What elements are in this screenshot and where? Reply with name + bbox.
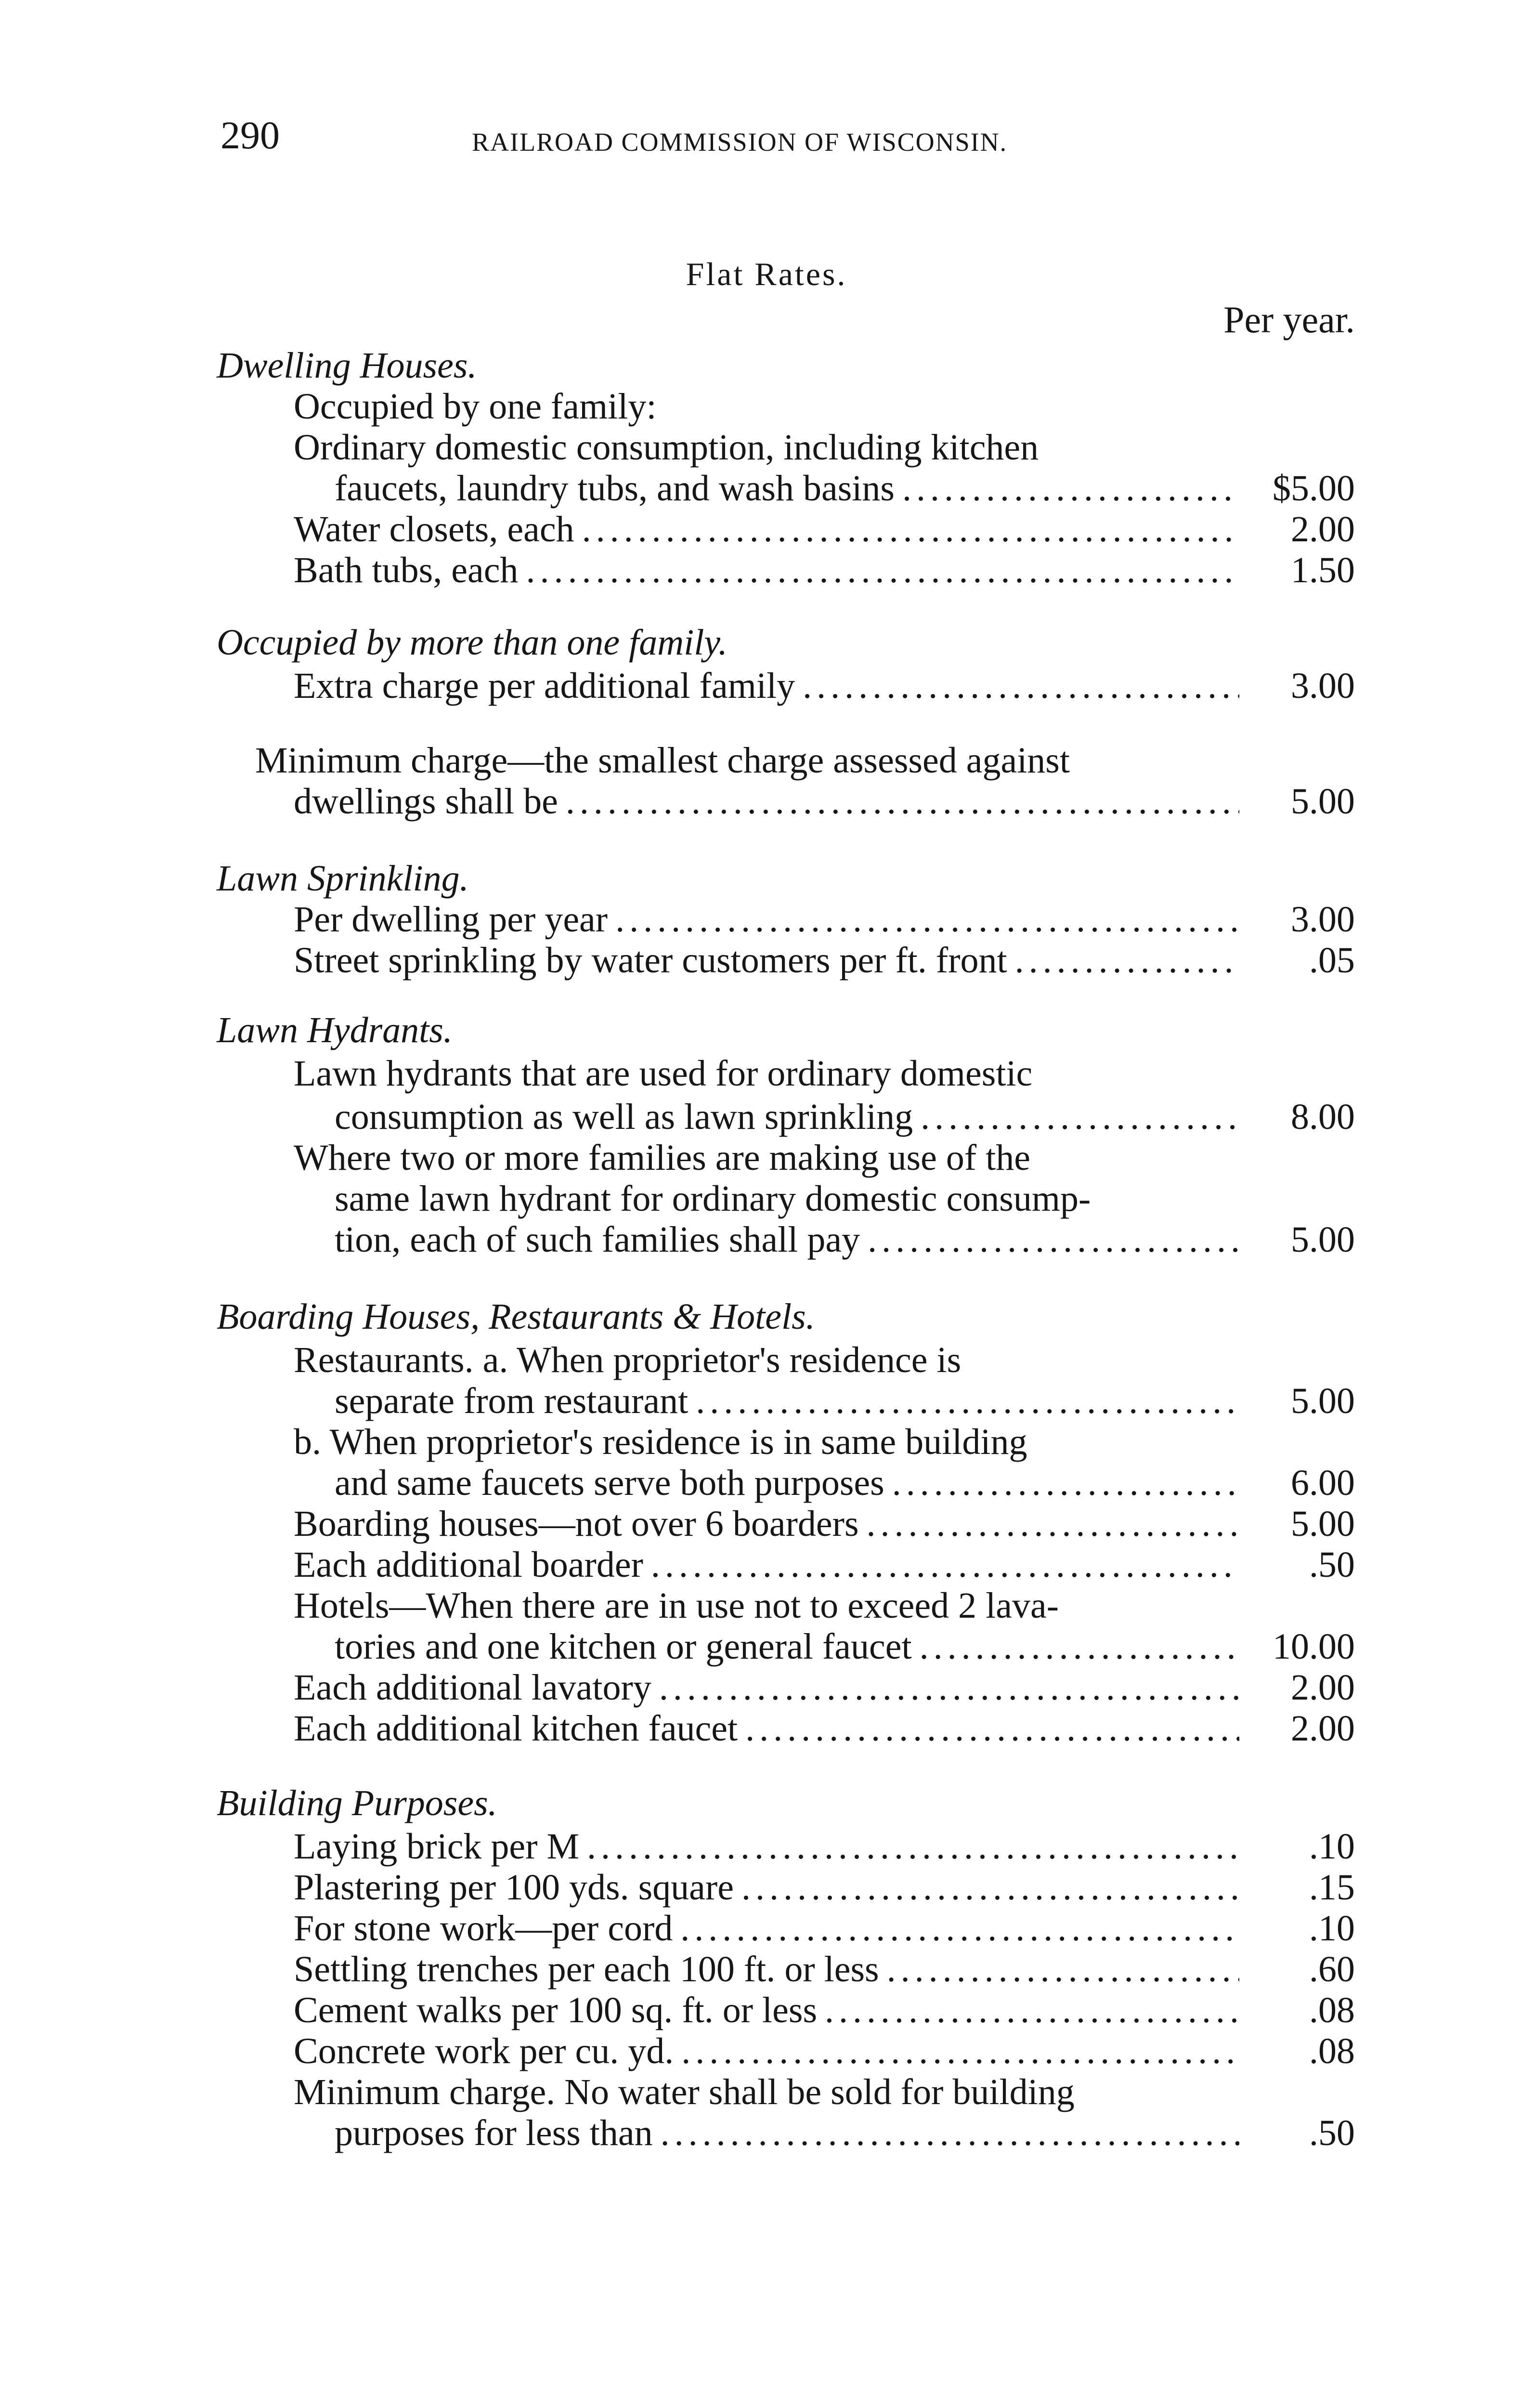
rate-amount: 5.00 — [1291, 1381, 1355, 1421]
rate-line: Each additional kitchen faucet ..... — [294, 1707, 1239, 1750]
rate-line: purposes for less than ..... — [335, 2112, 1239, 2154]
rate-line: Cement walks per 100 sq. ft. or less ..... — [294, 1989, 1239, 2031]
rate-line: Where two or more families are making use of the — [294, 1138, 1030, 1178]
rate-line: Extra charge per additional family ..... — [294, 665, 1239, 707]
rate-amount: .10 — [1309, 1908, 1355, 1949]
rate-amount: .60 — [1309, 1949, 1355, 1989]
section-heading-boarding-houses: Boarding Houses, Restaurants & Hotels. — [217, 1296, 815, 1337]
rate-amount: 5.00 — [1291, 781, 1355, 822]
rate-line: Laying brick per M ..... — [294, 1825, 1239, 1868]
rate-line: tories and one kitchen or general faucet ..... — [335, 1625, 1239, 1668]
section-heading-building-purposes: Building Purposes. — [217, 1783, 497, 1823]
rate-line: Plastering per 100 yds. square ..... — [294, 1866, 1239, 1909]
rate-line: Restaurants. a. When proprietor's residence is — [294, 1340, 961, 1380]
rate-amount: 3.00 — [1291, 666, 1355, 706]
rate-amount: .08 — [1309, 1990, 1355, 2030]
rate-line: tion, each of such families shall pay ..... — [335, 1218, 1239, 1261]
rate-line: Water closets, each ..... — [294, 508, 1239, 550]
rate-amount: 8.00 — [1291, 1097, 1355, 1137]
rate-amount: .50 — [1309, 1544, 1355, 1585]
rate-amount: .08 — [1309, 2031, 1355, 2071]
rate-amount: 3.00 — [1291, 899, 1355, 940]
rate-amount: $5.00 — [1273, 468, 1355, 509]
rate-line: separate from restaurant ..... — [335, 1380, 1239, 1422]
rate-amount: 2.00 — [1291, 1708, 1355, 1749]
rate-amount: .10 — [1309, 1826, 1355, 1867]
rate-line: Hotels—When there are in use not to exceed 2 lava- — [294, 1585, 1059, 1626]
rate-amount: 6.00 — [1291, 1463, 1355, 1503]
column-header-per-year: Per year. — [1223, 299, 1355, 340]
rate-line: Ordinary domestic consumption, including kitchen — [294, 427, 1039, 468]
running-head: RAILROAD COMMISSION OF WISCONSIN. — [472, 128, 1008, 157]
rate-line: For stone work—per cord ..... — [294, 1907, 1239, 1950]
rate-amount: 2.00 — [1291, 509, 1355, 550]
rate-line: faucets, laundry tubs, and wash basins ..... — [335, 467, 1239, 510]
rate-line: Concrete work per cu. yd. ..... — [294, 2030, 1239, 2072]
rate-line: Lawn hydrants that are used for ordinary domestic — [294, 1053, 1033, 1094]
rate-amount: .05 — [1309, 940, 1355, 981]
rate-line: Settling trenches per each 100 ft. or less ..... — [294, 1948, 1239, 1990]
section-heading-dwelling-houses: Dwelling Houses. — [217, 345, 477, 386]
rate-amount: 10.00 — [1273, 1626, 1355, 1667]
rate-amount: 5.00 — [1291, 1219, 1355, 1260]
table-title: Flat Rates. — [686, 256, 847, 292]
rate-line: Minimum charge—the smallest charge assessed against — [255, 740, 1070, 781]
rate-amount: 5.00 — [1291, 1504, 1355, 1544]
rate-line: Boarding houses—not over 6 boarders ..... — [294, 1503, 1239, 1545]
section-heading-lawn-sprinkling: Lawn Sprinkling. — [217, 858, 469, 899]
rate-line: same lawn hydrant for ordinary domestic consump- — [335, 1178, 1091, 1219]
section-heading-lawn-hydrants: Lawn Hydrants. — [217, 1010, 453, 1050]
rate-line: Bath tubs, each ..... — [294, 549, 1239, 591]
rate-line: Per dwelling per year ..... — [294, 898, 1239, 941]
rate-amount: .15 — [1309, 1867, 1355, 1908]
rate-line: and same faucets serve both purposes ..... — [335, 1462, 1239, 1504]
rate-line: consumption as well as lawn sprinkling ..... — [335, 1096, 1239, 1138]
rate-amount: 2.00 — [1291, 1667, 1355, 1708]
section-heading-multi-family: Occupied by more than one family. — [217, 622, 728, 663]
rate-line: Each additional lavatory ..... — [294, 1666, 1239, 1709]
subheading-one-family: Occupied by one family: — [294, 386, 657, 427]
page-number: 290 — [221, 113, 280, 157]
rate-line: dwellings shall be ..... — [294, 780, 1239, 823]
rate-line: Each additional boarder ..... — [294, 1544, 1239, 1586]
rate-line: Minimum charge. No water shall be sold for building — [294, 2072, 1075, 2112]
rate-line: b. When proprietor's residence is in same building — [294, 1422, 1027, 1462]
rate-amount: 1.50 — [1291, 550, 1355, 590]
rate-amount: .50 — [1309, 2113, 1355, 2153]
rate-line: Street sprinkling by water customers per ft. front ..... — [294, 939, 1239, 982]
